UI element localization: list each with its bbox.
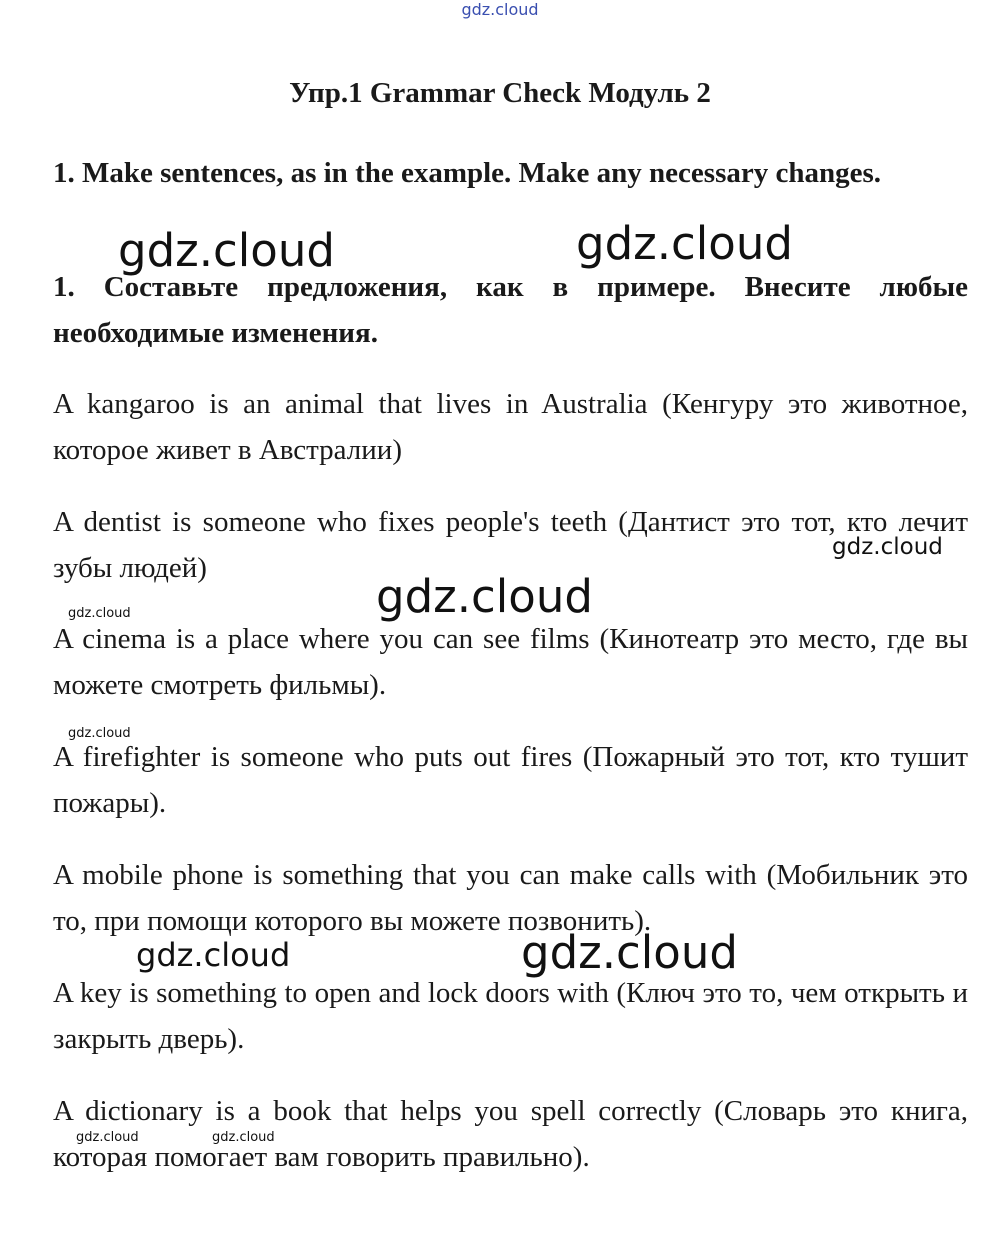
sentence-mobile-phone: A mobile phone is something that you can make calls with (Мобильник это то, при помощи которого вы можете позвонить). <box>53 859 968 937</box>
watermark: gdz.cloud <box>832 534 943 560</box>
sentence-dictionary: A dictionary is a book that helps you spell correctly (Словарь это книга, которая помогает вам говорить правильно). <box>53 1095 968 1173</box>
sentence-key: A key is something to open and lock doors with (Ключ это то, чем открыть и закрыть дверь). <box>53 977 968 1055</box>
watermark: gdz.cloud <box>68 726 131 741</box>
sentence-firefighter: A firefighter is someone who puts out fires (Пожарный это тот, кто тушит пожары). <box>53 741 968 819</box>
watermark: gdz.cloud <box>576 217 793 270</box>
watermark: gdz.cloud <box>136 936 291 974</box>
watermark-top: gdz.cloud <box>461 0 539 19</box>
task-instruction-en: 1. Make sentences, as in the example. Make any necessary changes. <box>53 157 882 189</box>
sentence-cinema: A cinema is a place where you can see films (Кинотеатр это место, где вы можете смотреть фильмы). <box>53 623 968 701</box>
page-title: Упр.1 Grammar Check Модуль 2 <box>289 77 711 109</box>
watermark: gdz.cloud <box>376 570 593 623</box>
watermark: gdz.cloud <box>76 1130 139 1145</box>
sentence-kangaroo: A kangaroo is an animal that lives in Australia (Кенгуру это животное, которое живет в Австралии) <box>53 388 968 466</box>
watermark: gdz.cloud <box>118 224 335 277</box>
sentence-dentist: A dentist is someone who fixes people's teeth (Дантист это тот, кто лечит зубы людей) <box>53 506 968 584</box>
task-instruction-ru: 1. Составьте предложения, как в примере. Внесите любые необходимые изменения. <box>53 271 968 349</box>
watermark: gdz.cloud <box>68 606 131 621</box>
watermark: gdz.cloud <box>212 1130 275 1145</box>
watermark: gdz.cloud <box>521 926 738 979</box>
